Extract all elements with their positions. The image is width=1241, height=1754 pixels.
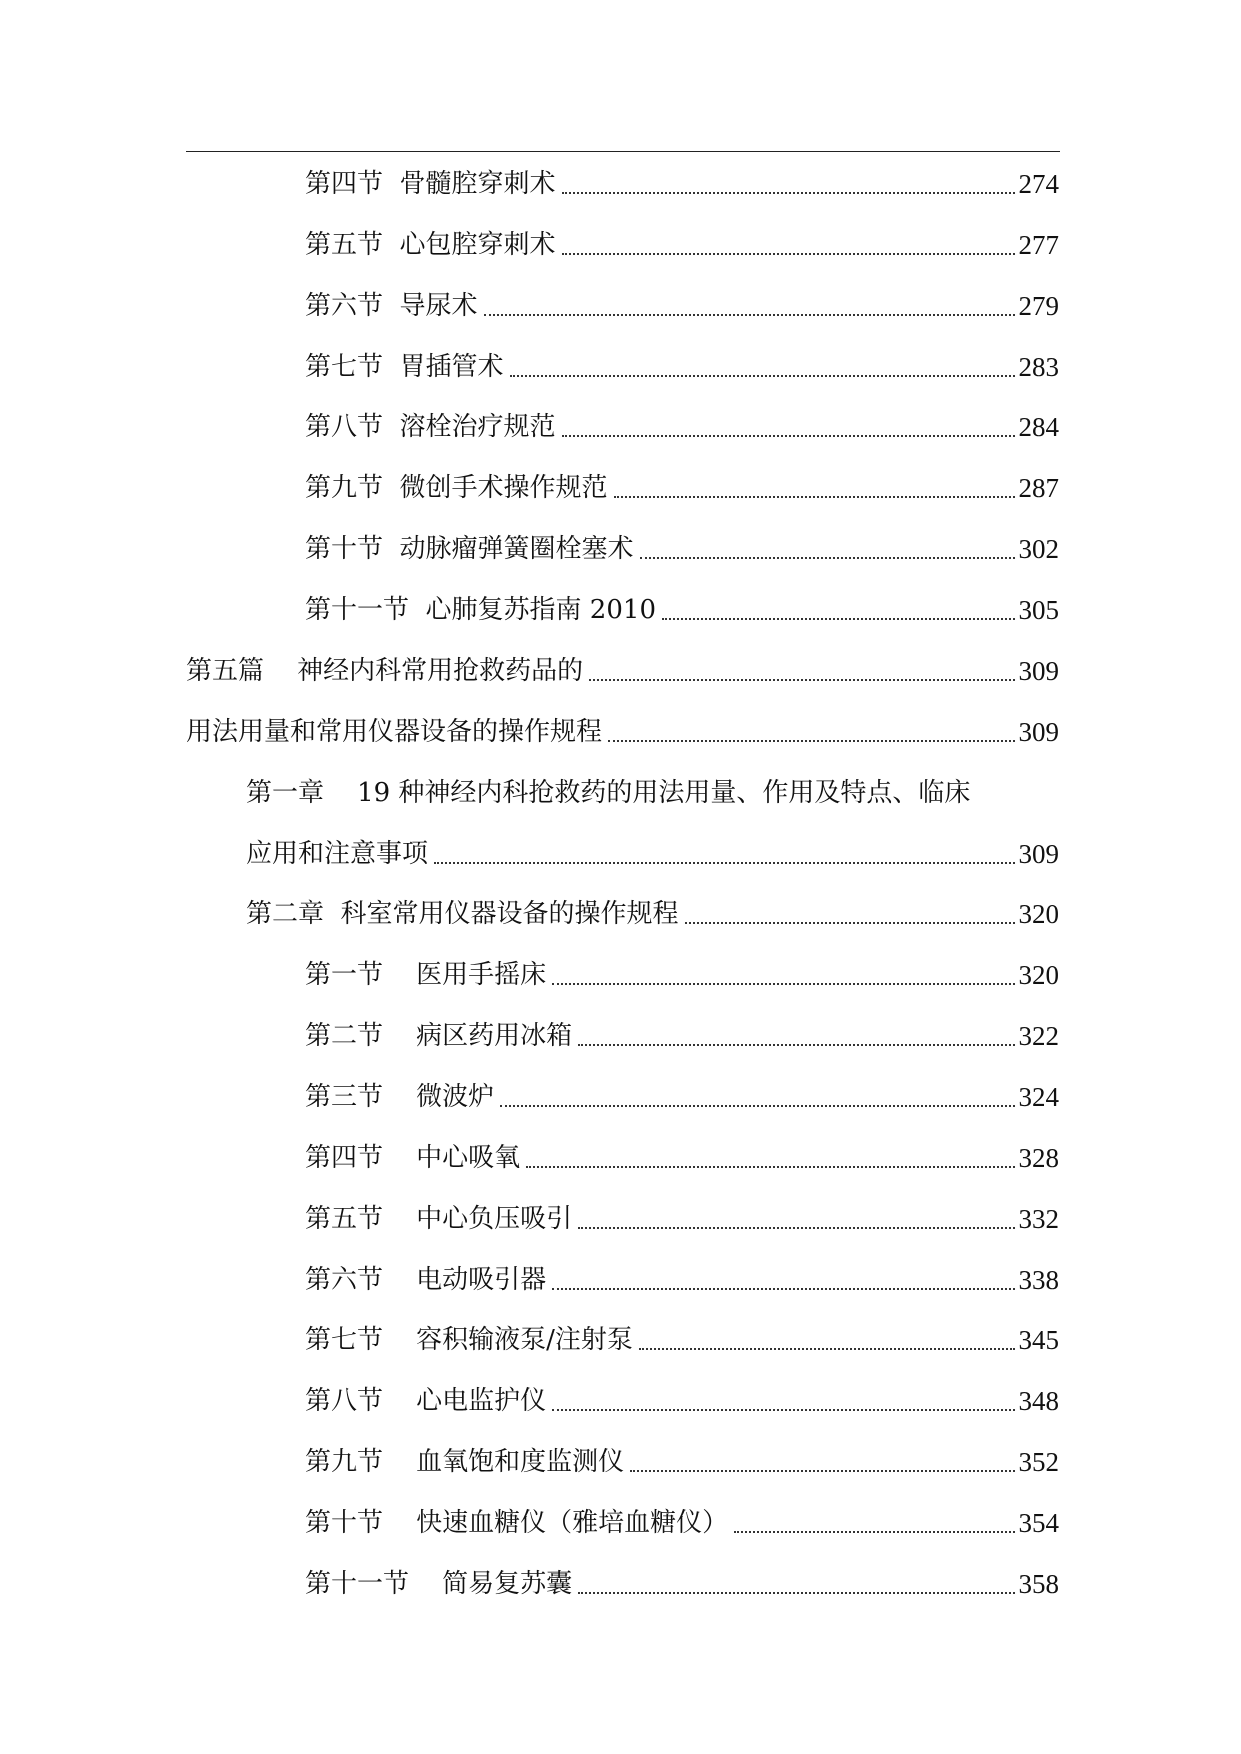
toc-entry-label — [305, 1320, 633, 1360]
dot-leader — [552, 1288, 1014, 1290]
toc-entry-label — [305, 1138, 520, 1178]
toc-entry-number: 第三节 — [305, 1082, 384, 1112]
dot-leader — [578, 1227, 1014, 1229]
toc-entry-label — [305, 529, 634, 569]
toc-entry-number: 第五节 — [305, 1204, 384, 1234]
dot-leader — [685, 922, 1015, 924]
toc-chapter-entry[interactable] — [246, 894, 1059, 934]
dot-leader — [578, 1592, 1014, 1594]
toc-entry[interactable] — [305, 1260, 1059, 1300]
toc-entry-page: 345 — [1018, 1325, 1059, 1355]
toc-entry-title: 血氧饱和度监测仪 — [416, 1447, 625, 1477]
toc-entry[interactable] — [305, 529, 1059, 569]
toc-entry[interactable] — [305, 1199, 1059, 1239]
toc-entry-number: 第十节 — [305, 534, 384, 564]
toc-entry-page: 284 — [1018, 412, 1059, 442]
dot-leader — [639, 1348, 1015, 1350]
dot-leader — [578, 1044, 1014, 1046]
toc-entry-title: 中心吸氧 — [416, 1143, 521, 1173]
toc-entry-page: 279 — [1018, 291, 1059, 321]
toc-entry-title: 19 种神经内科抢救药的用法用量、作用及特点、临床 — [357, 778, 971, 808]
toc-entry-number: 第九节 — [305, 473, 384, 503]
dot-leader — [640, 557, 1015, 559]
toc-entry[interactable] — [305, 164, 1059, 204]
toc-entry-label — [305, 164, 556, 204]
dot-leader — [734, 1531, 1014, 1533]
toc-entry-label — [305, 468, 608, 508]
toc-entry-title: 微创手术操作规范 — [399, 473, 608, 503]
toc-entry-page: 332 — [1018, 1204, 1059, 1234]
toc-entry-label — [246, 894, 679, 934]
toc-entry-label — [305, 1503, 728, 1543]
toc-entry-label — [305, 1077, 494, 1117]
toc-entry-number: 第十一节 — [305, 595, 410, 625]
toc-entry-label — [305, 1442, 624, 1482]
toc-entry-title: 心肺复苏指南 2010 — [425, 595, 656, 625]
dot-leader — [484, 314, 1015, 316]
toc-entry-number: 第六节 — [305, 1265, 384, 1295]
toc-entry[interactable] — [305, 1564, 1059, 1604]
dot-leader — [500, 1105, 1014, 1107]
dot-leader — [562, 192, 1015, 194]
toc-entry-page: 320 — [1018, 960, 1059, 990]
toc-entry-number: 第五篇 — [186, 656, 265, 686]
toc-entry-page: 348 — [1018, 1386, 1059, 1416]
toc-entry-number: 第七节 — [305, 352, 384, 382]
toc-entry-title: 心包腔穿刺术 — [399, 230, 556, 260]
toc-entry-title: 快速血糖仪（雅培血糖仪） — [416, 1508, 729, 1538]
dot-leader — [552, 1409, 1014, 1411]
toc-entry[interactable] — [305, 1442, 1059, 1482]
toc-entry-page: 352 — [1018, 1447, 1059, 1477]
toc-entry-page: 358 — [1018, 1569, 1059, 1599]
toc-entry-title: 神经内科常用抢救药品的 — [297, 656, 584, 686]
toc-entry-page: 277 — [1018, 230, 1059, 260]
toc-entry-label — [305, 347, 504, 387]
toc-entry[interactable] — [305, 468, 1059, 508]
toc-entry-title: 导尿术 — [399, 291, 478, 321]
toc-entry-label — [305, 1381, 546, 1421]
dot-leader — [630, 1470, 1014, 1472]
toc-entry-number: 第二节 — [305, 1021, 384, 1051]
toc-entry[interactable] — [305, 225, 1059, 265]
toc-entry-number: 第五节 — [305, 230, 384, 260]
toc-entry-title: 心电监护仪 — [416, 1386, 547, 1416]
toc-entry-page: 287 — [1018, 473, 1059, 503]
toc-part-entry-continued[interactable] — [186, 712, 1059, 752]
toc-entry-title: 电动吸引器 — [416, 1265, 547, 1295]
toc-entry[interactable] — [305, 407, 1059, 447]
toc-entry-title: 溶栓治疗规范 — [399, 412, 556, 442]
toc-entry-label — [305, 1260, 546, 1300]
toc-entry-page: 309 — [1018, 717, 1059, 747]
toc-entry-label — [305, 1199, 572, 1239]
toc-entry-page: 309 — [1018, 839, 1059, 869]
toc-entry-title: 中心负压吸引 — [416, 1204, 573, 1234]
toc-entry-label — [305, 1564, 572, 1604]
toc-entry-label — [246, 773, 970, 813]
toc-entry-label — [186, 651, 583, 691]
dot-leader — [662, 618, 1015, 620]
toc-entry-title: 用法用量和常用仪器设备的操作规程 — [186, 717, 603, 747]
toc-entry[interactable] — [305, 1138, 1059, 1178]
toc-entry-number: 第十一节 — [305, 1569, 410, 1599]
toc-entry-number: 第一节 — [305, 960, 384, 990]
dot-leader — [562, 253, 1015, 255]
dot-leader — [608, 740, 1014, 742]
toc-entry-title: 胃插管术 — [399, 352, 504, 382]
toc-entry[interactable] — [305, 1320, 1059, 1360]
dot-leader — [510, 375, 1015, 377]
toc-entry-number: 第二章 — [246, 899, 325, 929]
toc-entry-label — [305, 225, 556, 265]
toc-entry-title: 动脉瘤弹簧圈栓塞术 — [399, 534, 634, 564]
dot-leader — [552, 983, 1014, 985]
toc-entry-number: 第四节 — [305, 169, 384, 199]
toc-entry-label — [305, 1016, 572, 1056]
toc-entry-page: 305 — [1018, 595, 1059, 625]
toc-entry-title: 骨髓腔穿刺术 — [399, 169, 556, 199]
toc-entry[interactable] — [305, 1381, 1059, 1421]
toc-chapter-entry[interactable] — [246, 773, 970, 813]
dot-leader — [614, 496, 1015, 498]
toc-entry-page: 283 — [1018, 352, 1059, 382]
toc-entry-number: 第八节 — [305, 1386, 384, 1416]
toc-entry-title: 容积输液泵/注射泵 — [416, 1325, 633, 1355]
toc-entry[interactable] — [305, 590, 1059, 630]
toc-entry-title: 科室常用仪器设备的操作规程 — [340, 899, 679, 929]
toc-entry-page: 302 — [1018, 534, 1059, 564]
toc-entry-page: 274 — [1018, 169, 1059, 199]
toc-entry-number: 第十节 — [305, 1508, 384, 1538]
toc-entry-number: 第四节 — [305, 1143, 384, 1173]
toc-entry[interactable] — [305, 286, 1059, 326]
toc-entry-label — [305, 407, 556, 447]
toc-entry-page: 328 — [1018, 1143, 1059, 1173]
toc-entry-page: 322 — [1018, 1021, 1059, 1051]
toc-entry-number: 第一章 — [246, 778, 325, 808]
toc-entry[interactable] — [305, 1016, 1059, 1056]
toc-entry[interactable] — [305, 955, 1059, 995]
toc-entry-title: 病区药用冰箱 — [416, 1021, 573, 1051]
toc-entry-label — [305, 286, 478, 326]
dot-leader — [434, 862, 1014, 864]
toc-entry-number: 第六节 — [305, 291, 384, 321]
toc-entry-page: 354 — [1018, 1508, 1059, 1538]
toc-entry-number: 第八节 — [305, 412, 384, 442]
toc-entry-page: 309 — [1018, 656, 1059, 686]
toc-entry-page: 338 — [1018, 1265, 1059, 1295]
toc-part-entry[interactable] — [186, 651, 1059, 691]
dot-leader — [589, 679, 1014, 681]
toc-entry-label — [305, 590, 656, 630]
dot-leader — [562, 435, 1015, 437]
toc-entry-title: 简易复苏囊 — [442, 1569, 573, 1599]
toc-entry-title: 医用手摇床 — [416, 960, 547, 990]
toc-entry[interactable] — [305, 1077, 1059, 1117]
toc-entry-page: 320 — [1018, 899, 1059, 929]
toc-entry-title: 应用和注意事项 — [246, 839, 429, 869]
toc-entry[interactable] — [305, 1503, 1059, 1543]
toc-chapter-entry-continued[interactable] — [246, 834, 1059, 874]
toc-entry-number: 第七节 — [305, 1325, 384, 1355]
toc-entry-label — [305, 955, 546, 995]
toc-entry-title: 微波炉 — [416, 1082, 495, 1112]
toc-entry-page: 324 — [1018, 1082, 1059, 1112]
toc-entry[interactable] — [305, 347, 1059, 387]
toc-entry-number: 第九节 — [305, 1447, 384, 1477]
dot-leader — [526, 1166, 1014, 1168]
